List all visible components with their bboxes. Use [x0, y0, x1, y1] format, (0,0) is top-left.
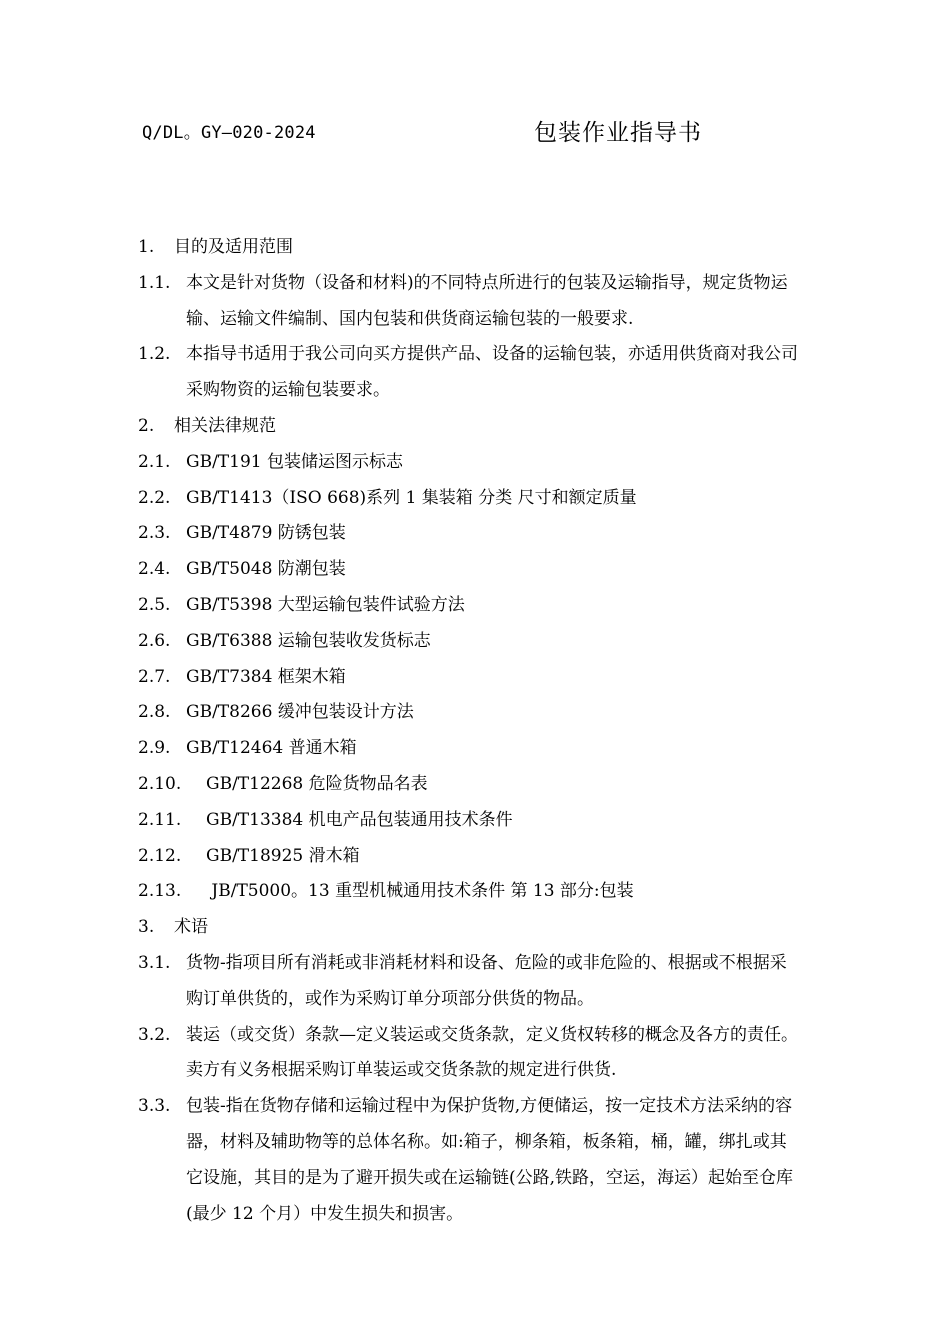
- standard-item: 2.1. GB/T191 包装储运图示标志: [138, 451, 403, 472]
- clause-3-2-cont: 卖方有义务根据采购订单装运或交货条款的规定进行供货.: [186, 1060, 617, 1081]
- standard-item: 2.9. GB/T12464 普通木箱: [138, 738, 357, 759]
- standard-item: 2.6. GB/T6388 运输包装收发货标志: [138, 630, 431, 651]
- standard-item: 2.8. GB/T8266 缓冲包装设计方法: [138, 702, 414, 723]
- clause-1-1: 1.1. 本文是针对货物（设备和材料)的不同特点所进行的包装及运输指导，规定货物运: [138, 272, 788, 293]
- standard-item: 2.5. GB/T5398 大型运输包装件试验方法: [138, 594, 465, 615]
- clause-3-1-cont: 购订单供货的，或作为采购订单分项部分供货的物品。: [186, 988, 594, 1009]
- clause-1-1-cont: 输、运输文件编制、国内包装和供货商运输包装的一般要求.: [186, 308, 634, 329]
- document-body: [138, 230, 883, 1232]
- clause-3-1: 3.1. 货物-指项目所有消耗或非消耗材料和设备、危险的或非危险的、根据或不根据采: [138, 952, 787, 973]
- standard-item: 2.3. GB/T4879 防锈包装: [138, 523, 346, 544]
- section-heading: 3. 术语: [138, 917, 208, 938]
- standard-item: 2.2. GB/T1413（ISO 668)系列 1 集装箱 分类 尺寸和额定质量: [138, 487, 637, 508]
- standard-item: 2.12. GB/T18925 滑木箱: [138, 845, 360, 866]
- clause-3-3-cont: 它设施，其目的是为了避开损失或在运输链(公路,铁路，空运，海运）起始至仓库: [186, 1167, 794, 1188]
- clause-3-3: 3.3. 包装-指在货物存储和运输过程中为保护货物,方便储运，按一定技术方法采纳的容: [138, 1096, 793, 1117]
- standard-item: 2.7. GB/T7384 框架木箱: [138, 666, 346, 687]
- standard-item: 2.10. GB/T12268 危险货物品名表: [138, 773, 428, 794]
- section-heading: 1. 目的及适用范围: [138, 237, 293, 257]
- section-heading: 2. 相关法律规范: [138, 415, 276, 436]
- document-header: [138, 114, 878, 148]
- clause-3-2: 3.2. 装运（或交货）条款—定义装运或交货条款，定义货权转移的概念及各方的责任。: [138, 1024, 798, 1045]
- standard-item: 2.13. JB/T5000。13 重型机械通用技术条件 第 13 部分:包装: [138, 881, 634, 902]
- clause-1-2-cont: 采购物资的运输包装要求。: [186, 380, 390, 401]
- document-title: 包装作业指导书: [534, 120, 702, 146]
- clause-3-3-cont: 器，材料及辅助物等的总体名称。如:箱子，柳条箱，板条箱，桶，罐，绑扎或其: [186, 1131, 787, 1152]
- standard-item: 2.4. GB/T5048 防潮包装: [138, 559, 346, 580]
- standard-item: 2.11. GB/T13384 机电产品包装通用技术条件: [138, 809, 513, 830]
- clause-3-3-cont: (最少 12 个月）中发生损失和损害。: [186, 1203, 464, 1224]
- document-code: Q/DL。GY—020-2024: [142, 123, 316, 143]
- clause-1-2: 1.2. 本指导书适用于我公司向买方提供产品、设备的运输包装，亦适用供货商对我公司: [138, 344, 798, 365]
